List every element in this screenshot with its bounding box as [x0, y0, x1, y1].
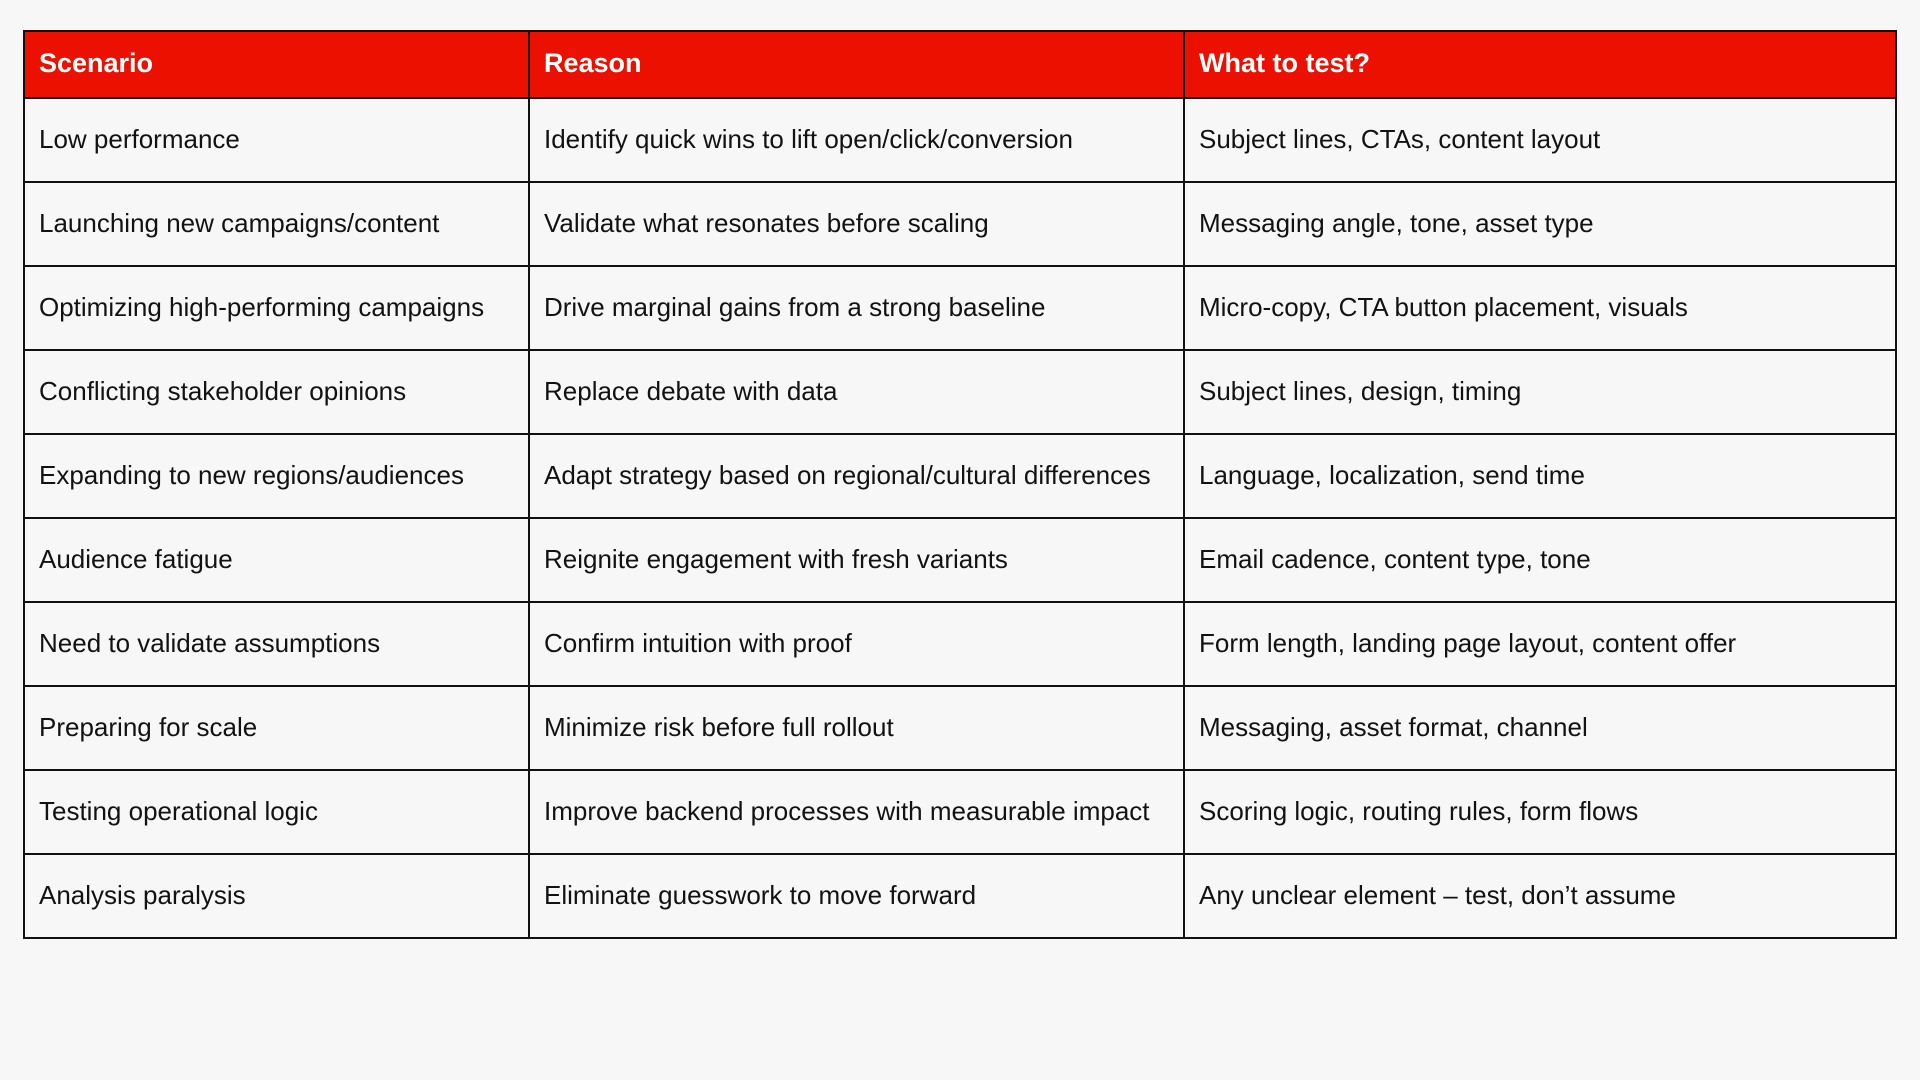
table-row	[24, 770, 1896, 854]
table-row	[24, 518, 1896, 602]
table-row	[24, 98, 1896, 182]
cell-what-to-test: Subject lines, CTAs, content layout	[1184, 98, 1896, 182]
cell-reason: Replace debate with data	[529, 350, 1184, 434]
table-row	[24, 434, 1896, 518]
cell-what-to-test: Form length, landing page layout, content offer	[1184, 602, 1896, 686]
cell-scenario: Conflicting stakeholder opinions	[24, 350, 529, 434]
table-header	[24, 31, 1896, 98]
table-header-row	[24, 31, 1896, 98]
cell-what-to-test: Any unclear element – test, don’t assume	[1184, 854, 1896, 938]
column-header-what-to-test: What to test?	[1184, 31, 1896, 98]
table-row	[24, 350, 1896, 434]
column-header-scenario: Scenario	[24, 31, 529, 98]
cell-scenario: Launching new campaigns/content	[24, 182, 529, 266]
cell-what-to-test: Messaging, asset format, channel	[1184, 686, 1896, 770]
table-row	[24, 602, 1896, 686]
cell-scenario: Optimizing high-performing campaigns	[24, 266, 529, 350]
cell-what-to-test: Messaging angle, tone, asset type	[1184, 182, 1896, 266]
cell-reason: Drive marginal gains from a strong baseline	[529, 266, 1184, 350]
table-row	[24, 266, 1896, 350]
cell-what-to-test: Email cadence, content type, tone	[1184, 518, 1896, 602]
cell-scenario: Need to validate assumptions	[24, 602, 529, 686]
cell-scenario: Analysis paralysis	[24, 854, 529, 938]
cell-reason: Adapt strategy based on regional/cultural differences	[529, 434, 1184, 518]
cell-scenario: Expanding to new regions/audiences	[24, 434, 529, 518]
cell-what-to-test: Micro-copy, CTA button placement, visuals	[1184, 266, 1896, 350]
cell-scenario: Preparing for scale	[24, 686, 529, 770]
cell-what-to-test: Language, localization, send time	[1184, 434, 1896, 518]
column-header-reason: Reason	[529, 31, 1184, 98]
cell-scenario: Testing operational logic	[24, 770, 529, 854]
cell-scenario: Audience fatigue	[24, 518, 529, 602]
cell-reason: Reignite engagement with fresh variants	[529, 518, 1184, 602]
cell-what-to-test: Subject lines, design, timing	[1184, 350, 1896, 434]
table-row	[24, 182, 1896, 266]
cell-reason: Validate what resonates before scaling	[529, 182, 1184, 266]
cell-reason: Improve backend processes with measurable impact	[529, 770, 1184, 854]
cell-reason: Minimize risk before full rollout	[529, 686, 1184, 770]
table-row	[24, 686, 1896, 770]
cell-what-to-test: Scoring logic, routing rules, form flows	[1184, 770, 1896, 854]
scenario-reason-test-table	[23, 30, 1897, 939]
cell-reason: Identify quick wins to lift open/click/conversion	[529, 98, 1184, 182]
table-row	[24, 854, 1896, 938]
table-body	[24, 98, 1896, 938]
cell-reason: Confirm intuition with proof	[529, 602, 1184, 686]
cell-reason: Eliminate guesswork to move forward	[529, 854, 1184, 938]
cell-scenario: Low performance	[24, 98, 529, 182]
